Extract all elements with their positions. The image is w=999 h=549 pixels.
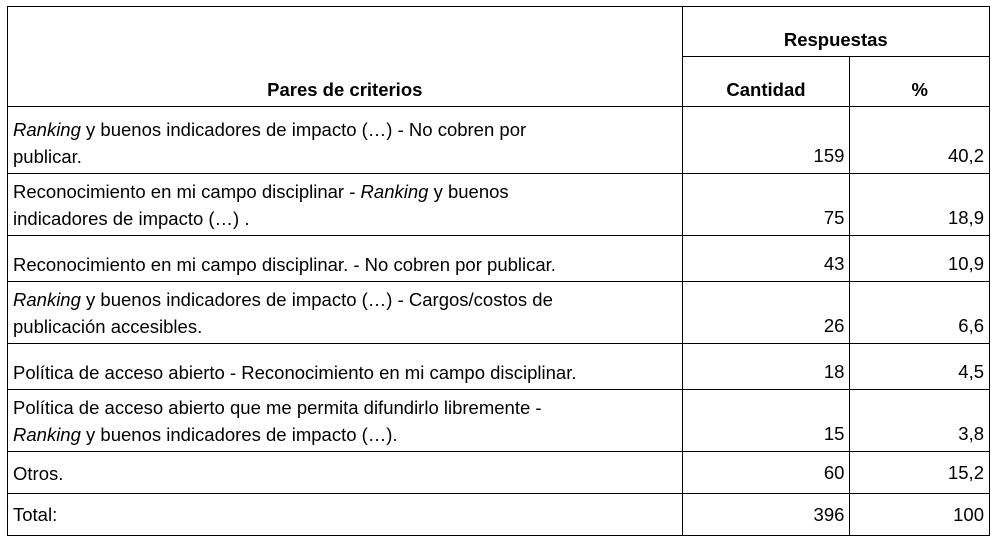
header-row-top: [8, 7, 990, 57]
cantidad-cell: 43: [682, 236, 850, 282]
table-row: [8, 107, 990, 174]
criteria-text: Reconocimiento en mi campo disciplinar -: [13, 181, 361, 202]
percent-cell: 6,6: [850, 282, 990, 344]
criteria-pairs-table: [7, 6, 990, 536]
table-body: [8, 107, 990, 494]
header-pares-de-criterios: Pares de criterios: [8, 7, 683, 107]
criteria-cell: [8, 390, 683, 452]
cantidad-cell: 60: [682, 452, 850, 494]
criteria-cell: [8, 282, 683, 344]
percent-cell: 40,2: [850, 107, 990, 174]
criteria-italic-text: Ranking: [13, 119, 81, 140]
criteria-cell: [8, 452, 683, 494]
cantidad-cell: 159: [682, 107, 850, 174]
table-row: [8, 236, 990, 282]
cantidad-cell: 15: [682, 390, 850, 452]
criteria-italic-text: Ranking: [13, 424, 81, 445]
table-row: [8, 344, 990, 390]
percent-cell: 15,2: [850, 452, 990, 494]
percent-cell: 10,9: [850, 236, 990, 282]
criteria-text: Política de acceso abierto que me permita difundirlo libremente -: [13, 397, 542, 418]
criteria-text: publicación accesibles.: [13, 316, 203, 337]
header-respuestas: Respuestas: [682, 7, 989, 57]
criteria-cell: [8, 236, 683, 282]
table-row: [8, 174, 990, 236]
total-cantidad: 396: [682, 494, 850, 536]
total-percent: 100: [850, 494, 990, 536]
criteria-text: Política de acceso abierto - Reconocimiento en mi campo disciplinar.: [13, 362, 577, 383]
table-row: [8, 452, 990, 494]
criteria-text: y buenos indicadores de impacto (…).: [80, 424, 398, 445]
criteria-text: y buenos indicadores de impacto (…) - No cobren por: [80, 119, 527, 140]
criteria-cell: [8, 344, 683, 390]
percent-cell: 3,8: [850, 390, 990, 452]
percent-cell: 4,5: [850, 344, 990, 390]
percent-cell: 18,9: [850, 174, 990, 236]
header-percent: %: [850, 57, 990, 107]
criteria-italic-text: Ranking: [13, 289, 81, 310]
criteria-text: indicadores de impacto (…) .: [13, 208, 250, 229]
criteria-cell: [8, 107, 683, 174]
criteria-text: y buenos indicadores de impacto (…) - Cargos/costos de: [80, 289, 553, 310]
cantidad-cell: 75: [682, 174, 850, 236]
header-cantidad: Cantidad: [682, 57, 850, 107]
criteria-text: y buenos: [428, 181, 509, 202]
table-row: [8, 282, 990, 344]
total-row: [8, 494, 990, 536]
cantidad-cell: 18: [682, 344, 850, 390]
criteria-text: publicar.: [13, 146, 82, 167]
criteria-cell: [8, 174, 683, 236]
table-row: [8, 390, 990, 452]
total-label: Total:: [8, 494, 683, 536]
criteria-text: Otros.: [13, 462, 64, 484]
criteria-italic-text: Ranking: [360, 181, 429, 202]
cantidad-cell: 26: [682, 282, 850, 344]
criteria-text: Reconocimiento en mi campo disciplinar. - No cobren por publicar.: [13, 254, 556, 275]
